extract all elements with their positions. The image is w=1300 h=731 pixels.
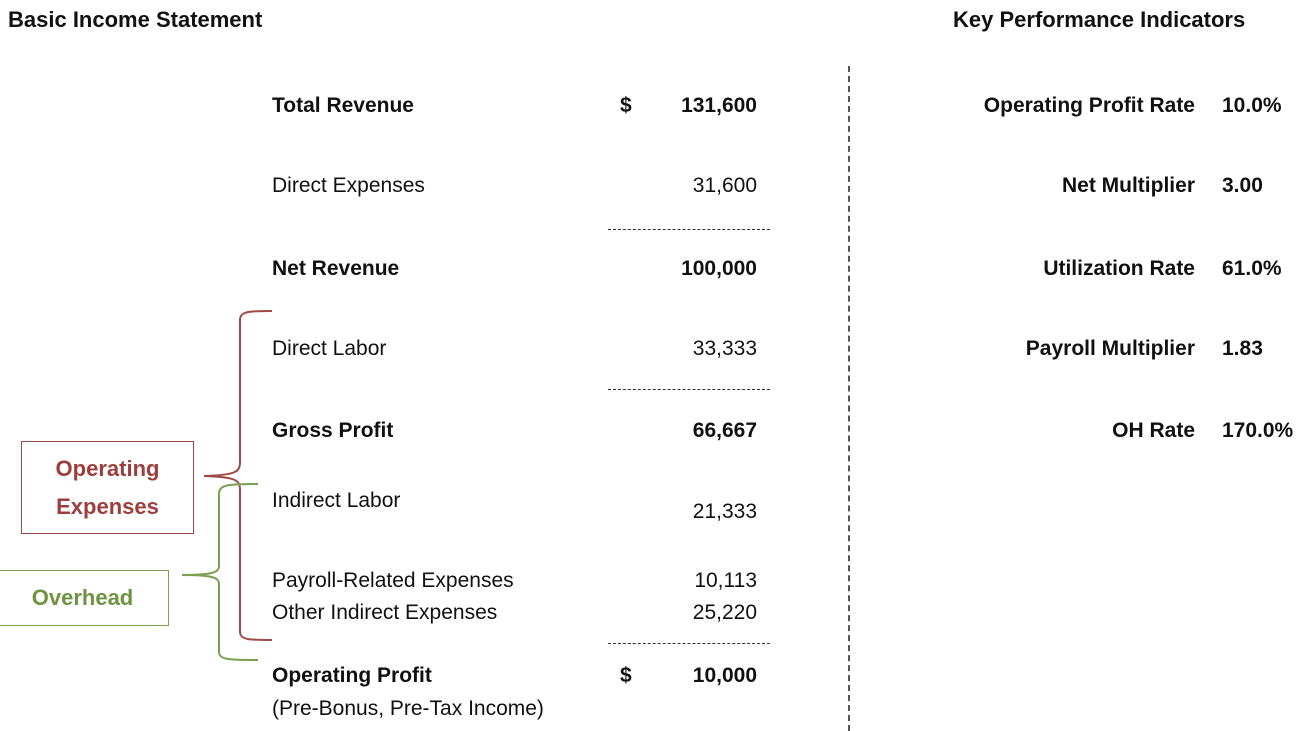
row-value-direct-expenses: 31,600 xyxy=(692,174,757,197)
row-label-other-indirect-expenses: Other Indirect Expenses xyxy=(272,601,498,624)
kpi-value-net-multiplier: 3.00 xyxy=(1222,174,1263,197)
row-value-operating-profit: 10,000 xyxy=(692,664,757,687)
operating-expenses-bracket xyxy=(204,311,272,640)
row-value-gross-profit: 66,667 xyxy=(692,419,757,442)
kpi-label-operating-profit-rate: Operating Profit Rate xyxy=(983,94,1195,117)
overhead-text: Overhead xyxy=(31,585,134,610)
row-value-payroll-related-expenses: 10,113 xyxy=(694,569,757,592)
kpi-value-operating-profit-rate: 10.0% xyxy=(1222,94,1282,117)
kpi-value-oh-rate: 170.0% xyxy=(1222,419,1294,442)
operating-expenses-line2: Expenses xyxy=(56,493,159,519)
row-value-total-revenue: 131,600 xyxy=(681,94,757,117)
subtotal-line xyxy=(608,389,770,390)
row-value-other-indirect-expenses: 25,220 xyxy=(692,601,757,624)
currency-symbol: $ xyxy=(620,94,632,117)
section-divider xyxy=(848,66,850,731)
kpi-title: Key Performance Indicators xyxy=(953,7,1246,32)
row-label-operating-profit: Operating Profit xyxy=(272,664,432,687)
kpi-value-utilization-rate: 61.0% xyxy=(1222,257,1282,280)
kpi-label-utilization-rate: Utilization Rate xyxy=(1043,257,1195,280)
row-value-direct-labor: 33,333 xyxy=(692,337,757,360)
row-value-indirect-labor: 21,333 xyxy=(692,500,757,523)
operating-expenses-line1: Operating xyxy=(55,455,160,481)
kpi-label-net-multiplier: Net Multiplier xyxy=(1061,174,1195,197)
row-label-direct-labor: Direct Labor xyxy=(272,337,387,360)
overhead-label xyxy=(0,570,169,626)
row-label-net-revenue: Net Revenue xyxy=(272,257,400,280)
kpi-label-oh-rate: OH Rate xyxy=(1112,419,1195,442)
subtotal-line xyxy=(608,643,770,644)
kpi-label-payroll-multiplier: Payroll Multiplier xyxy=(1025,337,1195,360)
operating-expenses-label xyxy=(21,441,194,534)
row-label-gross-profit: Gross Profit xyxy=(272,419,394,442)
row-value-net-revenue: 100,000 xyxy=(681,257,757,280)
currency-symbol: $ xyxy=(620,664,632,687)
kpi-value-payroll-multiplier: 1.83 xyxy=(1222,337,1263,360)
row-sublabel-operating-profit: (Pre-Bonus, Pre-Tax Income) xyxy=(272,697,544,720)
row-label-total-revenue: Total Revenue xyxy=(272,94,414,117)
row-label-direct-expenses: Direct Expenses xyxy=(272,174,425,197)
income-statement-title: Basic Income Statement xyxy=(8,7,263,32)
subtotal-line xyxy=(608,229,770,230)
row-label-payroll-related-expenses: Payroll-Related Expenses xyxy=(272,569,514,592)
row-label-indirect-labor: Indirect Labor xyxy=(272,489,401,512)
